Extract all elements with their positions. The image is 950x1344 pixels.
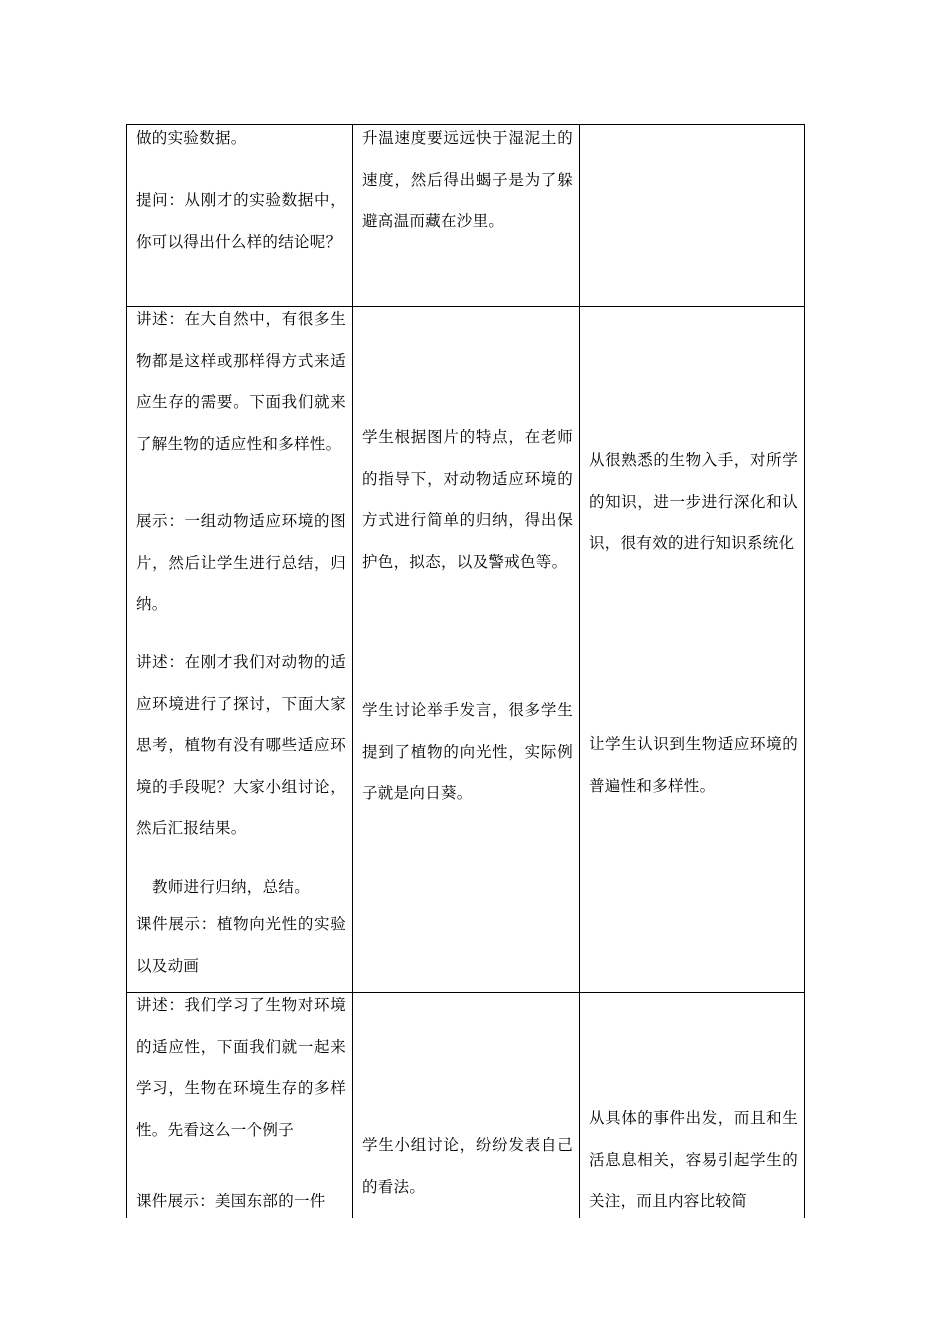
cell-paragraph: 从很熟悉的生物入手，对所学的知识，进一步进行深化和认识，很有效的进行知识系统化 (589, 451, 798, 552)
cell-paragraph: 提问：从刚才的实验数据中，你可以得出什么样的结论呢？ (136, 191, 346, 251)
cell-paragraph: 升温速度要远远快于湿泥土的速度，然后得出蝎子是为了躲避高温而藏在沙里。 (362, 129, 573, 230)
cell-paragraph: 学生根据图片的特点，在老师的指导下，对动物适应环境的方式进行简单的归纳，得出保护色，拟态，以及警戒色等。 (362, 428, 573, 571)
student-activity-cell (353, 307, 580, 992)
student-activity-cell (353, 125, 580, 306)
table-row (127, 307, 805, 993)
cell-paragraph: 课件展示：植物向光性的实验以及动画 (136, 915, 346, 975)
design-intent-cell (580, 125, 805, 306)
cell-paragraph: 讲述：在大自然中，有很多生物都是这样或那样得方式来适应生存的需要。下面我们就来了解生物的适应性和多样性。 (136, 310, 346, 453)
teacher-activity-cell (127, 125, 353, 306)
design-intent-cell (580, 993, 805, 1218)
cell-paragraph: 学生讨论举手发言，很多学生提到了植物的向光性，实际例子就是向日葵。 (362, 701, 573, 802)
cell-paragraph: 学生小组讨论，纷纷发表自己的看法。 (362, 1136, 573, 1196)
cell-paragraph: 讲述：我们学习了生物对环境的适应性，下面我们就一起来学习，生物在环境生存的多样性。先看这么一个例子 (136, 996, 346, 1139)
cell-paragraph: 从具体的事件出发，而且和生活息息相关，容易引起学生的关注，而且内容比较简 (589, 1109, 798, 1210)
student-activity-cell (353, 993, 580, 1218)
cell-paragraph: 让学生认识到生物适应环境的普遍性和多样性。 (589, 735, 798, 795)
lesson-table (126, 124, 805, 1218)
table-row (127, 125, 805, 307)
cell-paragraph: 课件展示：美国东部的一件 (136, 1192, 326, 1210)
teacher-activity-cell (127, 307, 353, 992)
design-intent-cell (580, 307, 805, 992)
table-row (127, 993, 805, 1218)
cell-paragraph: 展示：一组动物适应环境的图片，然后让学生进行总结，归纳。 (136, 512, 346, 613)
teacher-activity-cell (127, 993, 353, 1218)
cell-paragraph: 教师进行归纳，总结。 (152, 878, 311, 896)
cell-paragraph: 讲述：在刚才我们对动物的适应环境进行了探讨，下面大家思考，植物有没有哪些适应环境的手段呢？大家小组讨论，然后汇报结果。 (136, 653, 346, 837)
cell-paragraph: 做的实验数据。 (136, 129, 247, 147)
